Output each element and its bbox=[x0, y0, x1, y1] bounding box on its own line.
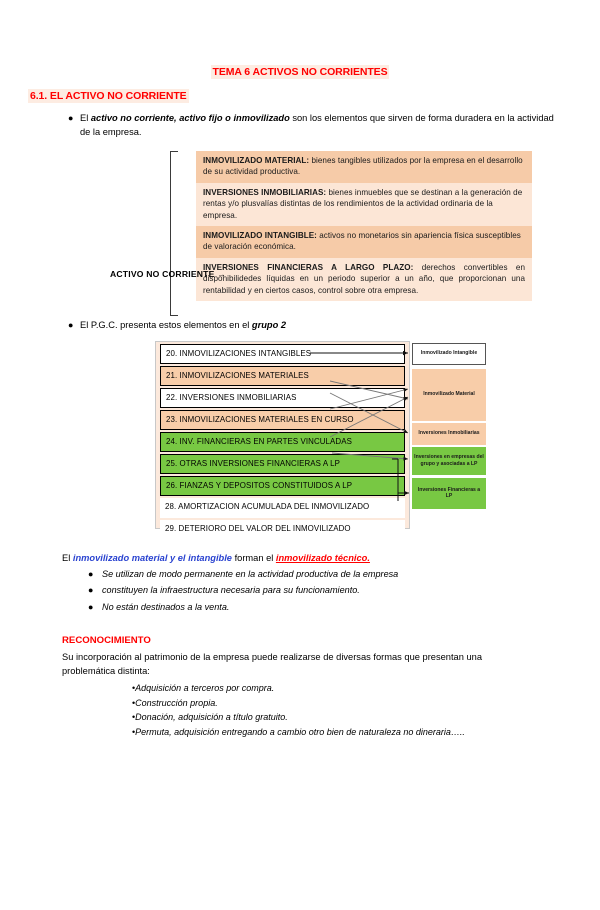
annotation-group bbox=[412, 447, 486, 475]
tecnico-bullet bbox=[0, 584, 600, 598]
definition-text: bienes tangibles utilizados por la empresa en el desarrollo de su actividad productiva. bbox=[203, 156, 523, 177]
definition-box bbox=[196, 151, 532, 183]
diagram-one-label-wrap bbox=[110, 264, 226, 282]
bullet-marker: ● bbox=[68, 320, 74, 330]
recognition-list-item bbox=[132, 710, 600, 725]
annotation-group bbox=[412, 423, 486, 445]
annotation-group bbox=[412, 478, 486, 509]
pgc-emphasis: grupo 2 bbox=[251, 320, 287, 330]
recognition-item-text: Adquisición a terceros por compra. bbox=[135, 683, 275, 693]
definition-term: INMOVILIZADO INTANGIBLE: bbox=[203, 231, 317, 241]
definition-box bbox=[196, 183, 532, 226]
grupo2-row: 28. AMORTIZACION ACUMULADA DEL INMOVILIZADO bbox=[160, 498, 405, 518]
bullet-marker: ● bbox=[68, 113, 74, 123]
annotation-inversiones-inmobiliarias: Inversiones Inmobiliarias bbox=[412, 423, 486, 445]
tecnico-bullet-text: No están destinados a la venta. bbox=[102, 601, 230, 612]
grupo2-row: 26. FIANZAS Y DEPOSITOS CONSTITUIDOS A LP bbox=[160, 476, 405, 496]
recognition-list-item bbox=[132, 681, 600, 696]
definition-boxes bbox=[196, 151, 532, 301]
connector-lines bbox=[0, 341, 600, 533]
pgc-bullet bbox=[0, 319, 600, 333]
recognition-heading: RECONOCIMIENTO bbox=[62, 635, 151, 646]
recognition-list-item bbox=[132, 725, 600, 740]
recognition-item-text: Donación, adquisición a título gratuito. bbox=[135, 712, 288, 722]
definition-text: activos no monetarios sin apariencia física susceptibles de valoración económica. bbox=[203, 231, 521, 252]
definition-box bbox=[196, 258, 532, 301]
intro-prefix: El bbox=[80, 113, 91, 123]
tecnico-bullet-text: constituyen la infraestructura necesaria para su funcionamiento. bbox=[102, 585, 360, 595]
tecnico-red-text: inmovilizado técnico. bbox=[275, 552, 370, 563]
recognition-item-text: Permuta, adquisición entregando a cambio otro bien de naturaleza no dineraria….. bbox=[135, 726, 465, 737]
bullet-marker: ● bbox=[88, 601, 94, 612]
brace-bracket bbox=[170, 151, 178, 316]
grupo2-row: 29. DETERIORO DEL VALOR DEL INMOVILIZADO bbox=[160, 520, 405, 540]
pgc-prefix: El P.G.C. presenta estos elementos en el bbox=[80, 320, 252, 330]
definition-term: INMOVILIZADO MATERIAL: bbox=[203, 156, 310, 165]
intro-suffix: son los elementos que sirven de forma duradera en la actividad de la empresa. bbox=[80, 113, 554, 137]
definition-term: INVERSIONES INMOBILIARIAS: bbox=[203, 187, 327, 197]
grupo2-row: 23. INMOVILIZACIONES MATERIALES EN CURSO bbox=[160, 410, 405, 430]
recognition-paragraph: Su incorporación al patrimonio de la empresa puede realizarse de diversas formas que presentan una problemática distinta: bbox=[62, 652, 482, 676]
section-heading-row bbox=[0, 86, 600, 104]
section-heading: 6.1. EL ACTIVO NO CORRIENTE bbox=[30, 90, 187, 102]
definition-box bbox=[196, 226, 532, 258]
annotation-inversiones-financieras: Inversiones Financieras a LP bbox=[412, 478, 486, 509]
page-title: TEMA 6 ACTIVOS NO CORRIENTES bbox=[212, 66, 388, 78]
intro-bullet-text bbox=[80, 112, 564, 139]
recognition-heading-wrap bbox=[0, 630, 600, 648]
tecnico-bullet-text: Se utilizan de modo permanente en la actividad productiva de la empresa bbox=[102, 568, 399, 579]
annotation-inmovilizado-intangible: Inmovilizado Intangible bbox=[412, 343, 486, 365]
intro-bullet bbox=[0, 112, 600, 139]
definition-text: bienes inmuebles que se destinan a la generación de rentas y/o plusvalías distintas de los rendimientos de la actividad ordinaria de la empresa. bbox=[203, 187, 523, 220]
bullet-marker: • bbox=[132, 712, 136, 722]
tecnico-bullet bbox=[0, 601, 600, 615]
annotation-inmovilizado-material: Inmovilizado Material bbox=[412, 369, 486, 421]
document-page bbox=[0, 62, 600, 910]
bullet-marker: • bbox=[132, 726, 136, 737]
grupo2-row: 20. INMOVILIZACIONES INTANGIBLES bbox=[160, 344, 405, 364]
grupo2-row: 25. OTRAS INVERSIONES FINANCIERAS A LP bbox=[160, 454, 405, 474]
definition-term: INVERSIONES FINANCIERAS A LARGO PLAZO: bbox=[203, 262, 414, 272]
tecnico-paragraph bbox=[0, 551, 600, 565]
recognition-list-item bbox=[132, 696, 600, 711]
pgc-bullet-text bbox=[80, 319, 286, 333]
annotation-inversiones-grupo: Inversiones en empresas del grupo y asociadas a LP bbox=[412, 447, 486, 475]
grupo2-row: 21. INMOVILIZACIONES MATERIALES bbox=[160, 366, 405, 386]
tecnico-mid: forman el bbox=[231, 552, 276, 563]
annotation-group bbox=[412, 369, 486, 421]
recognition-item-text: Construcción propia. bbox=[135, 697, 218, 708]
tecnico-bullet bbox=[0, 568, 600, 582]
tecnico-prefix: El bbox=[62, 552, 73, 563]
grupo2-row: 24. INV. FINANCIERAS EN PARTES VINCULADAS bbox=[160, 432, 405, 452]
annotation-group bbox=[412, 343, 486, 365]
definition-text: derechos convertibles en disponibilidedes líquidas en un periodo superior a un año, que proporcionan una rentabilidad y en ciertos casos, control sobre otra empresa. bbox=[203, 262, 525, 295]
tecnico-blue-text: inmovilizado material y el intangible bbox=[72, 552, 232, 563]
diagram-grupo-2 bbox=[0, 341, 600, 533]
bullet-marker: • bbox=[132, 683, 136, 693]
diagram-activo-no-corriente bbox=[0, 151, 600, 316]
activo-no-corriente-label: ACTIVO NO CORRIENTE → bbox=[110, 269, 226, 279]
intro-emphasis: activo no corriente, activo fijo o inmovilizado bbox=[90, 113, 290, 123]
bullet-marker: ● bbox=[88, 568, 94, 579]
bullet-marker: • bbox=[132, 697, 136, 708]
grupo2-row: 22. INVERSIONES INMOBILIARIAS bbox=[160, 388, 405, 408]
bullet-marker: ● bbox=[88, 585, 94, 595]
page-title-row bbox=[0, 62, 600, 80]
recognition-list bbox=[0, 681, 600, 739]
